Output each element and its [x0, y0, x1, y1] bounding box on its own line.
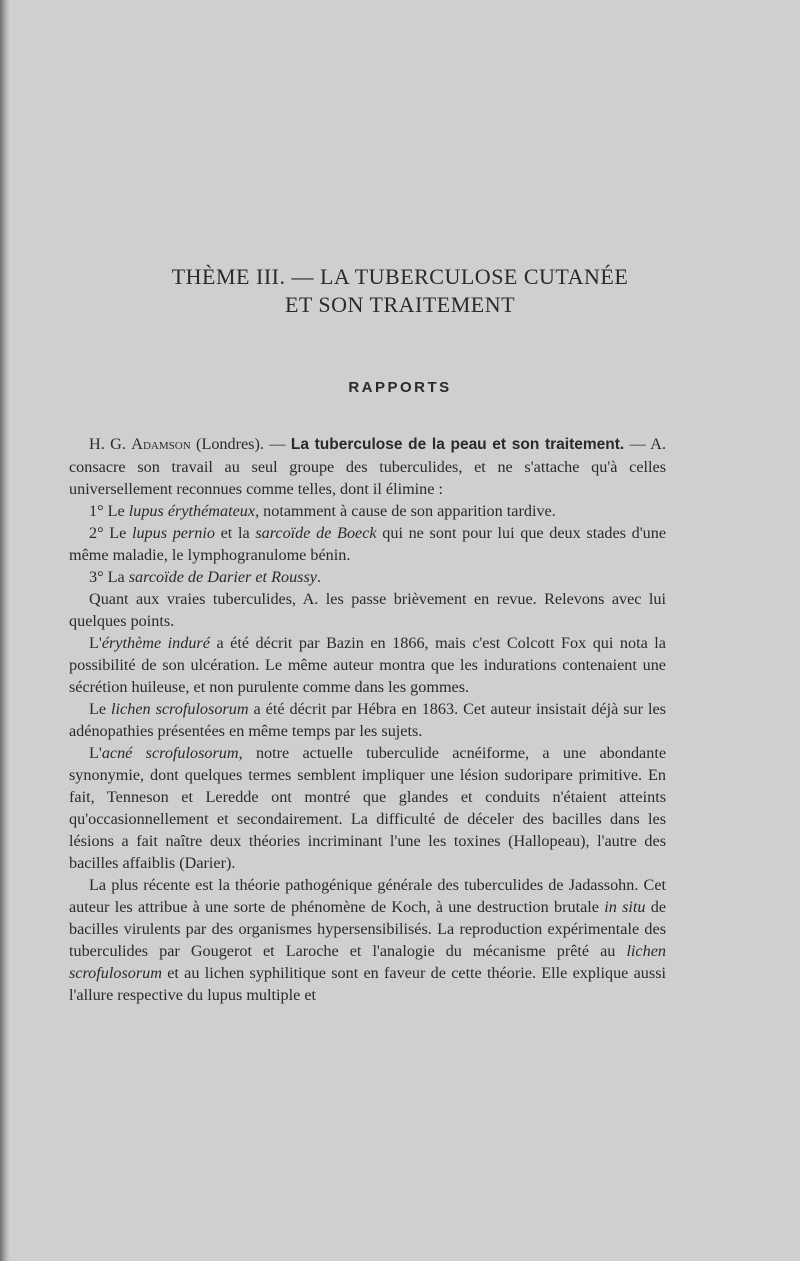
paragraph-5: Quant aux vraies tuberculides, A. les passe brièvement en revue. Relevons avec lui quelques points.	[69, 590, 666, 630]
author-name: Adamson	[131, 435, 191, 453]
paragraph-7: Le lichen scrofulosorum a été décrit par Hébra en 1863. Cet auteur insistait déjà sur les adénopathies présentées en même temps par les sujets.	[69, 700, 666, 740]
paragraph-6: L'érythème induré a été décrit par Bazin en 1866, mais c'est Colcott Fox qui nota la possibilité de son ulcération. Le même auteur montra que les indurations contenaient une sécrétion huileuse, et non purulente comme dans les gommes.	[69, 634, 666, 696]
report-title: La tuberculose de la peau et son traitement.	[290, 436, 625, 453]
section-heading: RAPPORTS	[348, 379, 452, 396]
body-text	[69, 433, 666, 1006]
page-binding-edge	[0, 0, 10, 1261]
chapter-title-line-1: THÈME III. — LA TUBERCULOSE CUTANÉE	[171, 264, 629, 289]
chapter-title-line-2: ET SON TRAITEMENT	[284, 292, 516, 317]
paragraph-4: 3° La sarcoïde de Darier et Roussy.	[89, 568, 321, 586]
paragraph-1: H. G. Adamson (Londres). — La tuberculose de la peau et son traitement. — A. consacre son travail au seul groupe des tuberculides, et ne s'attache qu'à celles universellement reconnues comme telles, dont il élimine :	[69, 435, 667, 498]
paragraph-2: 1° Le lupus érythémateux, notamment à cause de son apparition tardive.	[89, 502, 556, 520]
paragraph-8: L'acné scrofulosorum, notre actuelle tuberculide acnéiforme, a une abondante synonymie, dont quelques termes semblent impliquer une lésion sudoripare primitive. En fait, Tenneson et Leredde ont montré que glandes et conduits n'étaient atteints qu'occasionnellement et secondairement. La difficulté de déceler des bacilles dans les lésions a fait naître deux théories incriminant l'une les toxines (Hallopeau), l'autre des bacilles affaiblis (Darier).	[69, 744, 666, 872]
paragraph-3: 2° Le lupus pernio et la sarcoïde de Boeck qui ne sont pour lui que deux stades d'une même maladie, le lymphogranulome bénin.	[69, 524, 666, 564]
paragraph-9: La plus récente est la théorie pathogénique générale des tuberculides de Jadassohn. Cet auteur les attribue à une sorte de phénomène de Koch, à une destruction brutale in situ de bacilles virulents par des organismes hypersensibilisés. La reproduction expérimentale des tuberculides par Gougerot et Laroche et l'analogie du mécanisme prêté au lichen scrofulosorum et au lichen syphilitique sont en faveur de cette théorie. Elle explique aussi l'allure respective du lupus multiple et	[69, 876, 667, 1004]
chapter-title	[70, 263, 730, 319]
